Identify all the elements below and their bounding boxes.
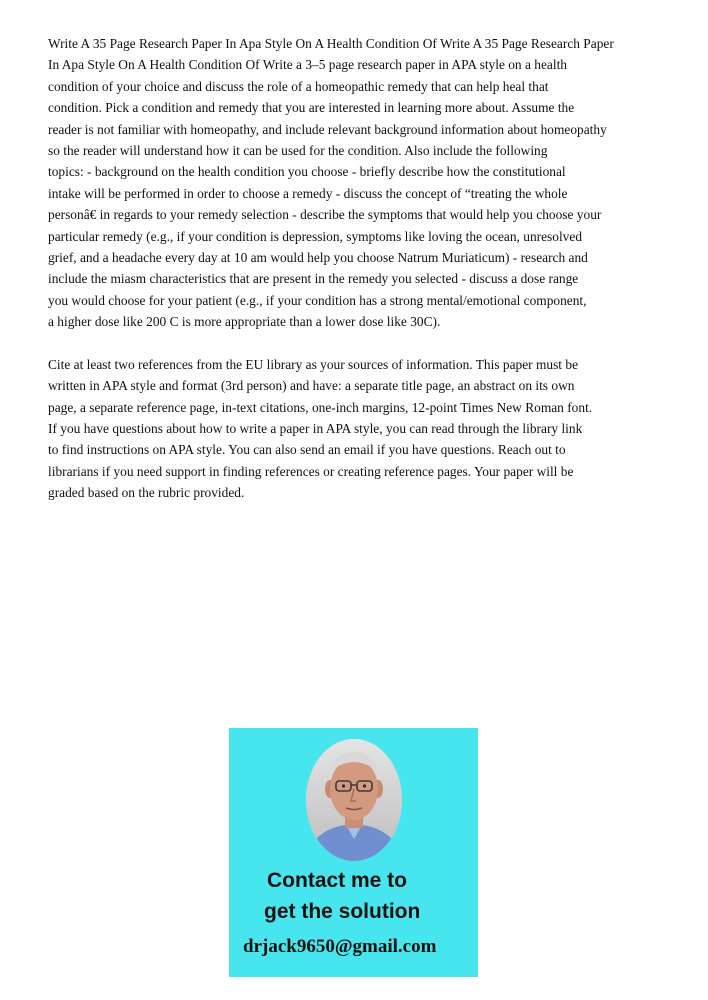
paragraph-1-line: personâ€ in regards to your remedy selection - describe the symptoms that would help you choose your [48, 207, 602, 223]
paragraph-1-line: grief, and a headache every day at 10 am would help you choose Natrum Muriaticum) - research and [48, 250, 588, 266]
paragraph-1-line: intake will be performed in order to choose a remedy - discuss the concept of “treating the whole [48, 185, 568, 201]
ad-headline-line-1: Contact me to [267, 869, 408, 892]
author-portrait [306, 739, 402, 861]
paragraph-2 [48, 354, 668, 504]
contact-email[interactable]: drjack9650@gmail.com [243, 936, 437, 957]
paragraph-1-line: topics: - background on the health condition you choose - briefly describe how the constitutional [48, 164, 566, 180]
paragraph-1-line: particular remedy (e.g., if your condition is depression, symptoms like loving the ocean, unresolved [48, 228, 583, 244]
paragraph-1-line: so the reader will understand how it can be used for the condition. Also include the following [48, 143, 548, 159]
paragraph-1-line: include the miasm characteristics that are present in the remedy you selected - discuss a dose range [48, 271, 579, 287]
paragraph-2-line: If you have questions about how to write a paper in APA style, you can read through the library link [48, 420, 583, 436]
paragraph-2-line: to find instructions on APA style. You can also send an email if you have questions. Reach out to [48, 442, 566, 458]
contact-ad-banner[interactable] [229, 728, 478, 977]
portrait-illustration [306, 739, 402, 861]
paragraph-2-line: written in APA style and format (3rd person) and have: a separate title page, an abstract on its own [48, 378, 575, 394]
paragraph-1-line: In Apa Style On A Health Condition Of Write a 3–5 page research paper in APA style on a health [48, 57, 567, 73]
paragraph-1 [48, 33, 668, 333]
paragraph-1-line: a higher dose like 200 C is more appropriate than a lower dose like 30C). [48, 314, 441, 330]
paragraph-1-line: condition of your choice and discuss the role of a homeopathic remedy that can help heal that [48, 78, 549, 94]
paragraph-2-line: graded based on the rubric provided. [48, 485, 245, 501]
paragraph-2-line: Cite at least two references from the EU library as your sources of information. This paper must be [48, 356, 579, 372]
paragraph-1-line: Write A 35 Page Research Paper In Apa Style On A Health Condition Of Write A 35 Page Research Paper [48, 36, 614, 51]
document-body [48, 33, 668, 504]
paragraph-1-line: you would choose for your patient (e.g., if your condition has a strong mental/emotional component, [48, 292, 587, 308]
paragraph-1-line: condition. Pick a condition and remedy that you are interested in learning more about. Assume the [48, 100, 575, 116]
ad-headline-line-2: get the solution [264, 900, 421, 923]
paragraph-2-line: librarians if you need support in finding references or creating reference pages. Your paper will be [48, 463, 574, 479]
paragraph-1-line: reader is not familiar with homeopathy, and include relevant background information about homeopathy [48, 121, 607, 137]
paragraph-2-line: page, a separate reference page, in-text citations, one-inch margins, 12-point Times New Roman font. [48, 399, 593, 415]
